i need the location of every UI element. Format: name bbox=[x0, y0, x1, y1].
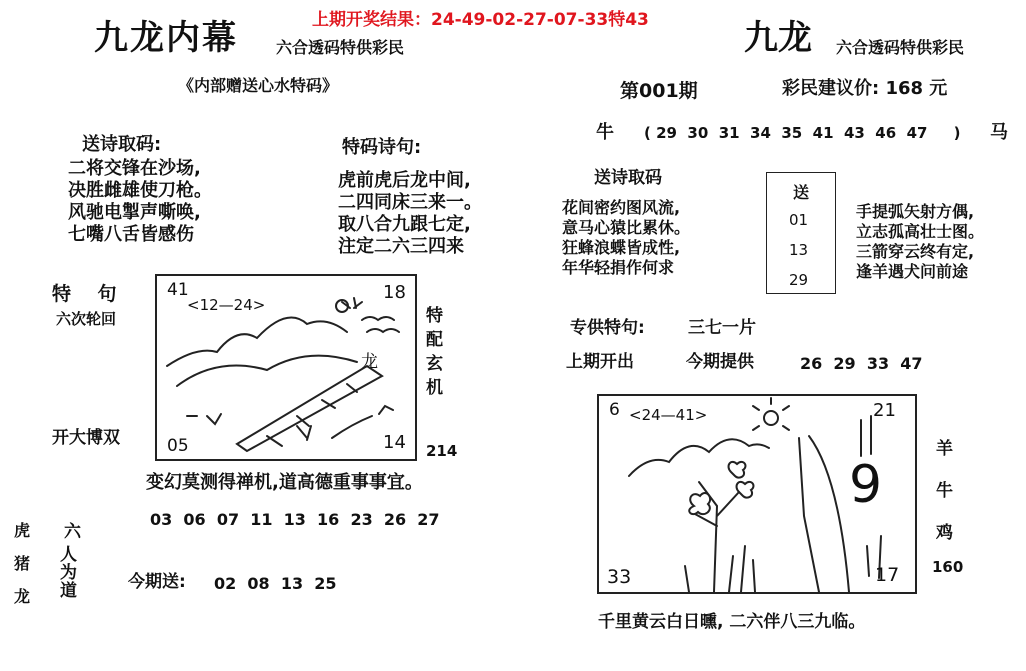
sketch-21: 21 bbox=[873, 400, 896, 421]
poem-line: 注定二六三四来 bbox=[338, 236, 464, 257]
vert-char: 龙 bbox=[14, 587, 31, 606]
song-char: 送 bbox=[793, 183, 810, 202]
poem-line: 取八合九跟七定, bbox=[338, 214, 471, 235]
sketch-9: 9 bbox=[849, 455, 883, 515]
vert-char: 羊 bbox=[936, 439, 953, 459]
left-subtitle: 六合透码特供彩民 bbox=[276, 38, 405, 57]
poem-line: 二将交锋在沙场, bbox=[68, 158, 201, 179]
poem-line: 花间密约图风流, bbox=[562, 198, 681, 217]
special-label: 特 句 bbox=[52, 283, 117, 305]
right-sketch bbox=[597, 394, 917, 594]
bianhuan-line: 变幻莫测得禅机,道高德重事事宜。 bbox=[146, 472, 423, 493]
vert-char: 机 bbox=[426, 378, 443, 398]
poem-line: 手提弧矢射方偶, bbox=[856, 202, 975, 221]
left-sketch bbox=[155, 274, 417, 461]
vert-char: 为 bbox=[60, 563, 77, 583]
ma-label: 马 bbox=[990, 122, 1008, 143]
song-num: 01 bbox=[789, 211, 809, 229]
sketch-18: 18 bbox=[383, 282, 406, 303]
neibu-title: 《内部赠送心水特码》 bbox=[178, 76, 339, 95]
liuci-label: 六次轮回 bbox=[56, 310, 117, 328]
poem-line: 立志孤高壮士图。 bbox=[856, 222, 985, 241]
poem-line: 风驰电掣声嘶唤, bbox=[68, 202, 201, 223]
jinqi-provide-numbers: 26 29 33 47 bbox=[800, 354, 923, 373]
left-poem-heading: 送诗取码: bbox=[82, 134, 162, 155]
sketch-33: 33 bbox=[607, 566, 632, 588]
sketch-41: 41 bbox=[167, 280, 189, 300]
zodiac-vertical bbox=[14, 514, 30, 613]
poem-line: 意马心猿比累休。 bbox=[562, 218, 691, 237]
poem-line: 年华轻捐作何求 bbox=[562, 258, 675, 277]
last-result: 上期开奖结果：24-49-02-27-07-33特43 bbox=[312, 10, 649, 30]
jinqi-numbers: 02 08 13 25 bbox=[214, 574, 337, 593]
left-side-vertical bbox=[426, 304, 443, 400]
vert-char: 道 bbox=[60, 581, 77, 601]
right-side-number: 160 bbox=[932, 558, 964, 576]
shangqi-label: 上期开出 bbox=[566, 352, 634, 372]
sketch-6: 6 bbox=[609, 400, 620, 420]
poem-line: 狂蜂浪蝶皆成性, bbox=[562, 238, 681, 257]
issue-label: 第001期 bbox=[620, 80, 698, 102]
poem-line: 七嘴八舌皆感伤 bbox=[68, 224, 194, 245]
vert-char: 猪 bbox=[14, 554, 31, 573]
vert-char: 牛 bbox=[936, 481, 953, 501]
poem-line: 三箭穿云终有定, bbox=[856, 242, 975, 261]
liuren-vertical bbox=[60, 546, 77, 600]
right-title: 九龙 bbox=[744, 18, 812, 58]
vert-char: 鸡 bbox=[936, 523, 953, 543]
poem-line: 逢羊遇犬问前途 bbox=[856, 262, 969, 281]
jinqi-provide-label: 今期提供 bbox=[686, 352, 754, 372]
sketch-17: 17 bbox=[875, 564, 900, 586]
song-box bbox=[766, 172, 836, 294]
poem-line: 二四同床三来一。 bbox=[338, 192, 482, 213]
vert-char: 人 bbox=[60, 545, 77, 565]
sketch-long: 龙 bbox=[361, 352, 378, 372]
right-side-vertical bbox=[936, 428, 953, 554]
poem-line: 虎前虎后龙中间, bbox=[338, 170, 471, 191]
tema-heading: 特码诗句: bbox=[342, 137, 422, 158]
sketch-range: <12—24> bbox=[187, 296, 266, 314]
sketch-05: 05 bbox=[167, 436, 189, 456]
left-title: 九龙内幕 bbox=[94, 18, 238, 58]
niu-numbers: ( 29 30 31 34 35 41 43 46 47 ) bbox=[644, 124, 961, 142]
vert-char: 虎 bbox=[14, 521, 31, 540]
right-subtitle: 六合透码特供彩民 bbox=[836, 38, 965, 57]
right-bottom-line: 千里黄云白日曛, 二六伴八三九临。 bbox=[598, 612, 866, 632]
zhuangong-value: 三七一片 bbox=[688, 318, 756, 338]
sketch-14: 14 bbox=[383, 432, 406, 453]
poem-line: 决胜雌雄使刀枪。 bbox=[68, 180, 212, 201]
left-side-number: 214 bbox=[426, 442, 458, 460]
zhuangong-label: 专供特句: bbox=[570, 318, 645, 338]
niu-label: 牛 bbox=[596, 122, 614, 143]
vert-char: 特 bbox=[426, 306, 443, 326]
left-numbers: 03 06 07 11 13 16 23 26 27 bbox=[150, 510, 440, 529]
vert-char: 配 bbox=[426, 330, 443, 350]
sketch-range: <24—41> bbox=[629, 406, 708, 424]
kaidabo-label: 开大博双 bbox=[52, 428, 120, 448]
right-poem-heading: 送诗取码 bbox=[594, 168, 662, 188]
jinqi-label: 今期送: bbox=[128, 572, 186, 592]
liuren-top: 六 bbox=[64, 522, 81, 542]
song-num: 13 bbox=[789, 241, 809, 259]
song-num: 29 bbox=[789, 271, 809, 289]
price-label: 彩民建议价: 168 元 bbox=[782, 78, 948, 99]
vert-char: 玄 bbox=[426, 354, 443, 374]
